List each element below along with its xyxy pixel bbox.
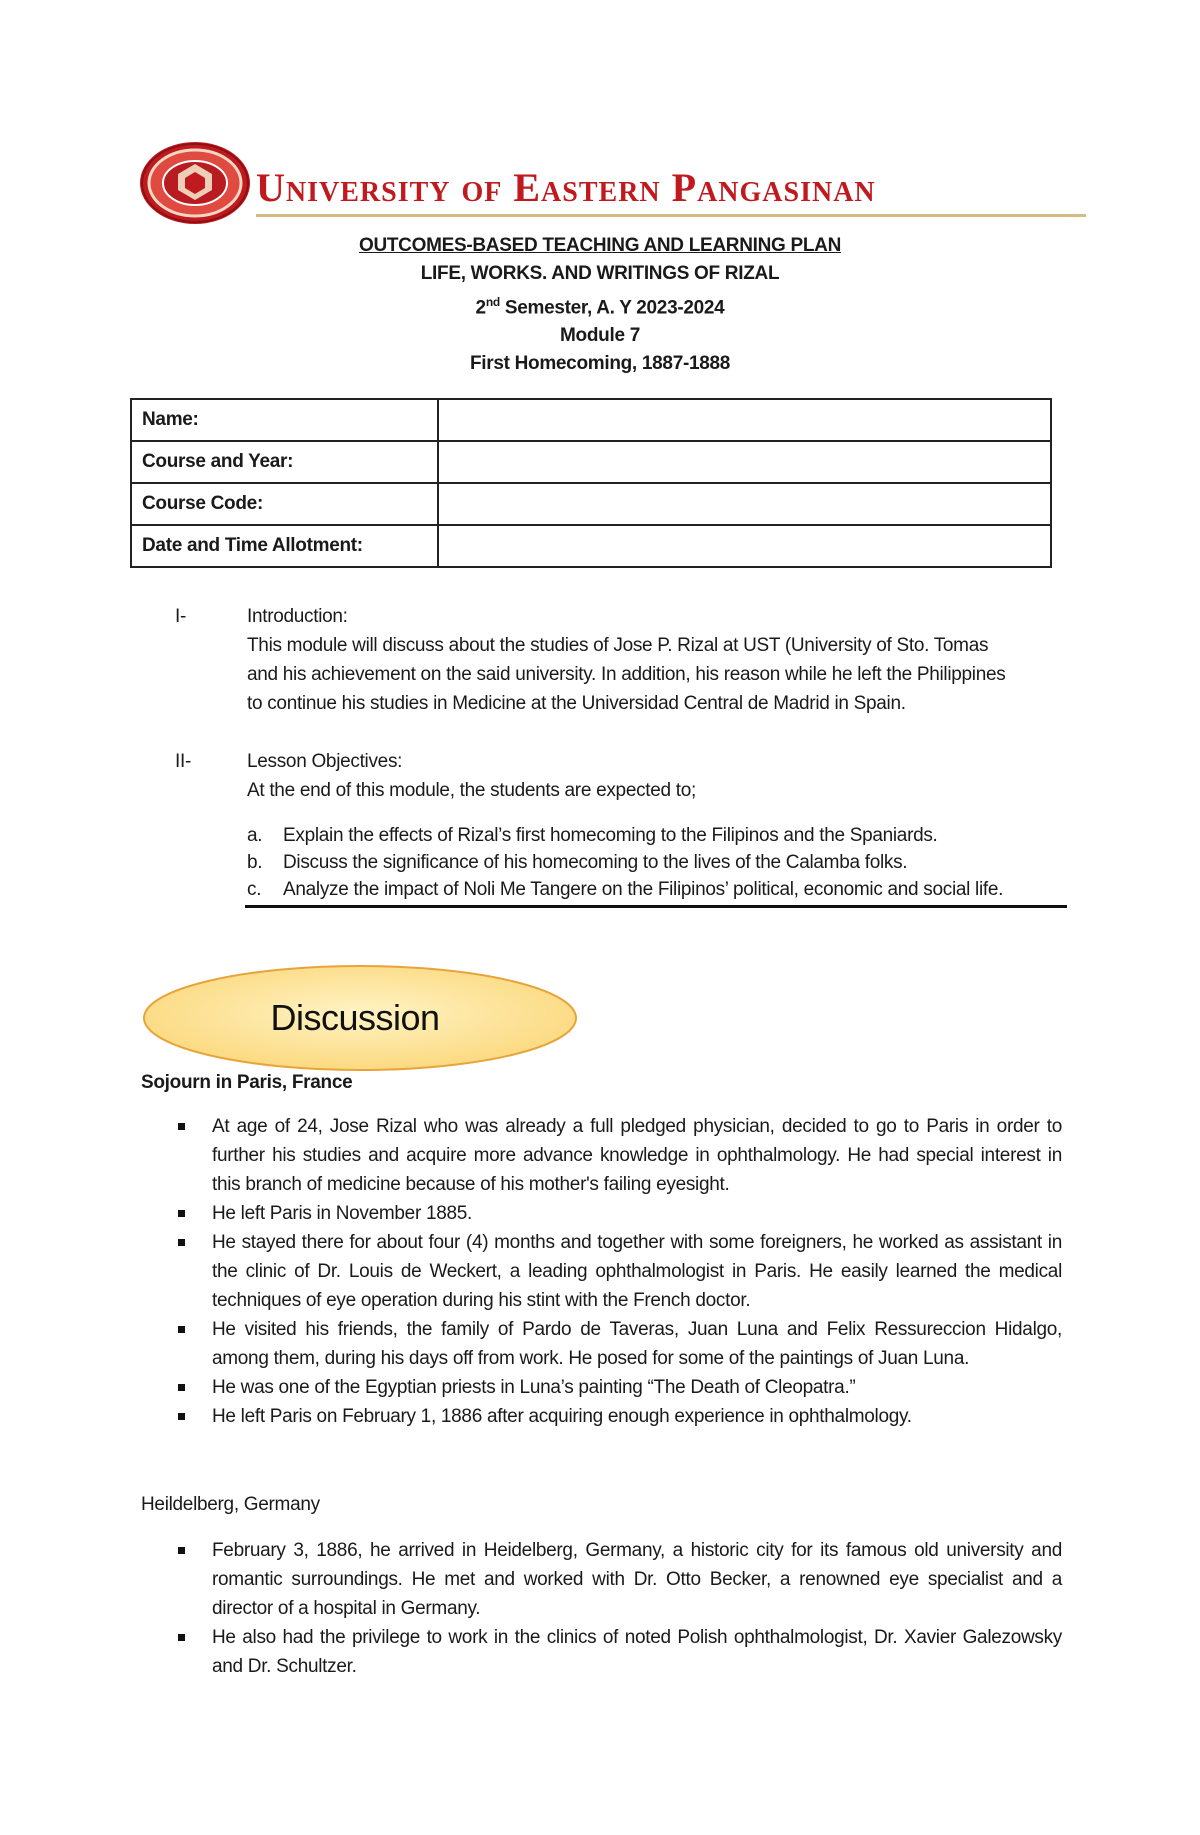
- table-row: [131, 525, 1051, 567]
- university-banner: [138, 140, 1098, 226]
- objectives-numeral: II-: [175, 751, 191, 772]
- university-name: University of Eastern Pangasinan: [256, 165, 876, 210]
- table-row: [131, 399, 1051, 441]
- date-time-field[interactable]: [438, 525, 1051, 567]
- objectives-body: [247, 747, 1062, 805]
- list-item: [170, 1536, 1062, 1623]
- bullet-icon: [178, 1123, 185, 1130]
- banner-divider: [256, 214, 1086, 217]
- discussion-badge: [140, 960, 580, 1076]
- introduction-heading: Introduction:: [247, 606, 348, 627]
- objectives-underline: [245, 905, 1067, 908]
- bullet-text: He left Paris on February 1, 1886 after acquiring enough experience in ophthalmology.: [212, 1406, 912, 1427]
- item-marker: b.: [247, 852, 263, 873]
- list-item: [170, 1623, 1062, 1681]
- discussion-label: Discussion: [270, 997, 440, 1038]
- semester-year: Semester, A. Y 2023-2024: [499, 297, 725, 319]
- course-code-field[interactable]: [438, 483, 1051, 525]
- objectives-list: [247, 822, 1062, 903]
- introduction-body: [247, 602, 1062, 718]
- module-title: First Homecoming, 1887-1888: [469, 353, 731, 375]
- bullet-icon: [178, 1413, 185, 1420]
- bullet-text: He visited his friends, the family of Pardo de Taveras, Juan Luna and Felix Ressureccion Hidalgo, among them, during his days off from work. He posed for some of the paintings of Juan Luna.: [212, 1319, 1062, 1369]
- student-info-table: [130, 398, 1052, 568]
- name-label: Name:: [131, 399, 438, 441]
- item-text: Analyze the impact of Noli Me Tangere on the Filipinos’ political, economic and social life.: [283, 879, 1004, 900]
- university-seal-icon: [138, 140, 252, 226]
- paris-heading: Sojourn in Paris, France: [141, 1072, 353, 1093]
- bullet-text: He left Paris in November 1885.: [212, 1203, 472, 1224]
- bullet-text: At age of 24, Jose Rizal who was already a full pledged physician, decided to go to Paris in order to further his studies and acquire more advance knowledge in ophthalmology. He had special interest in this branch of medicine because of his mother's failing eyesight.: [212, 1116, 1062, 1195]
- table-row: [131, 483, 1051, 525]
- introduction-numeral: I-: [175, 606, 187, 627]
- course-code-label: Course Code:: [131, 483, 438, 525]
- bullet-icon: [178, 1239, 185, 1246]
- bullet-icon: [178, 1634, 185, 1641]
- bullet-text: He was one of the Egyptian priests in Luna’s painting “The Death of Cleopatra.”: [212, 1377, 856, 1398]
- course-title: LIFE, WORKS. AND WRITINGS OF RIZAL: [420, 263, 780, 284]
- bullet-icon: [178, 1210, 185, 1217]
- name-field[interactable]: [438, 399, 1051, 441]
- item-marker: a.: [247, 825, 263, 846]
- table-row: [131, 441, 1051, 483]
- item-text: Explain the effects of Rizal’s first homecoming to the Filipinos and the Spaniards.: [283, 825, 938, 846]
- bullet-text: February 3, 1886, he arrived in Heidelberg, Germany, a historic city for its famous old university and romantic surroundings. He met and worked with Dr. Otto Becker, a renowned eye specialist and a director of a hospital in Germany.: [212, 1540, 1062, 1619]
- item-text: Discuss the significance of his homecoming to the lives of the Calamba folks.: [283, 852, 908, 873]
- plan-title: OUTCOMES-BASED TEACHING AND LEARNING PLAN: [358, 235, 842, 256]
- bullet-text: He also had the privilege to work in the clinics of noted Polish ophthalmologist, Dr. Xavier Galezowsky and Dr. Schultzer.: [212, 1627, 1062, 1677]
- list-item: [170, 1228, 1062, 1315]
- list-item: [170, 1199, 1062, 1228]
- item-marker: c.: [247, 879, 262, 900]
- introduction-line: and his achievement on the said university. In addition, his reason while he left the Philippines: [247, 664, 1006, 685]
- bullet-icon: [178, 1547, 185, 1554]
- bullet-icon: [178, 1326, 185, 1333]
- semester-line: [0, 288, 1200, 322]
- bullet-text: He stayed there for about four (4) months and together with some foreigners, he worked as assistant in the clinic of Dr. Louis de Weckert, a leading ophthalmologist in Paris. He easily learned the medical techniques of eye operation during his stint with the French doctor.: [212, 1232, 1062, 1311]
- heidelberg-bullet-list: [170, 1536, 1062, 1681]
- introduction-line: to continue his studies in Medicine at the Universidad Central de Madrid in Spain.: [247, 693, 906, 714]
- list-item: [170, 1112, 1062, 1199]
- title-block: [0, 232, 1200, 378]
- list-item: [247, 822, 1062, 849]
- introduction-line: This module will discuss about the studies of Jose P. Rizal at UST (University of Sto. Tomas: [247, 635, 989, 656]
- list-item: [247, 876, 1062, 903]
- list-item: [170, 1373, 1062, 1402]
- heidelberg-heading: Heildelberg, Germany: [141, 1494, 320, 1515]
- paris-bullet-list: [170, 1112, 1062, 1431]
- list-item: [170, 1315, 1062, 1373]
- module-number: Module 7: [560, 325, 640, 347]
- semester-ordinal-suffix: nd: [485, 295, 500, 309]
- course-year-label: Course and Year:: [131, 441, 438, 483]
- date-time-label: Date and Time Allotment:: [131, 525, 438, 567]
- semester-ordinal: 2: [475, 297, 486, 319]
- bullet-icon: [178, 1384, 185, 1391]
- list-item: [170, 1402, 1062, 1431]
- list-item: [247, 849, 1062, 876]
- objectives-heading: Lesson Objectives:: [247, 751, 403, 772]
- course-year-field[interactable]: [438, 441, 1051, 483]
- objectives-intro: At the end of this module, the students are expected to;: [247, 780, 696, 801]
